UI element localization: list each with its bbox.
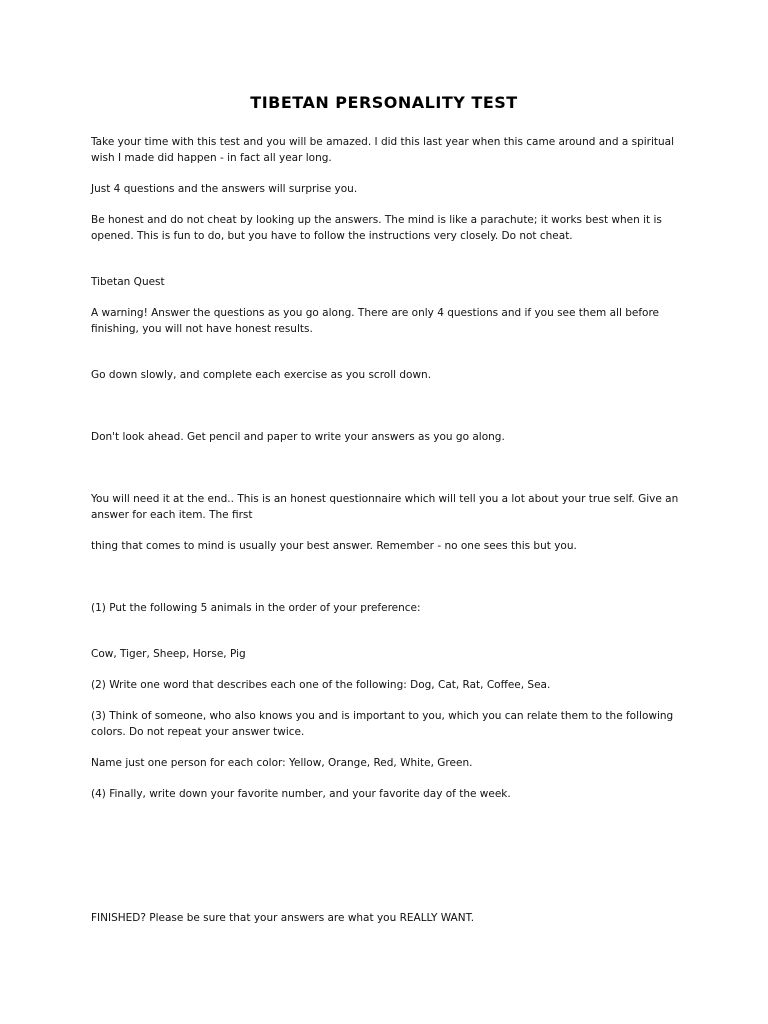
question-2: (2) Write one word that describes each one of the following: Dog, Cat, Rat, Coffee, Sea. (91, 679, 551, 691)
section-heading-tibetan-quest: Tibetan Quest (91, 276, 165, 288)
questions-count-paragraph: Just 4 questions and the answers will surprise you. (91, 183, 358, 195)
question-3: (3) Think of someone, who also knows you and is important to you, which you can relate them to the following colors. Do not repeat your answer twice. (91, 710, 674, 738)
question-1-animals: Cow, Tiger, Sheep, Horse, Pig (91, 648, 246, 660)
document-title: TIBETAN PERSONALITY TEST (250, 93, 518, 112)
first-answer-paragraph: thing that comes to mind is usually your best answer. Remember - no one sees this but you. (91, 540, 577, 552)
go-slowly-paragraph: Go down slowly, and complete each exercise as you scroll down. (91, 369, 432, 381)
finished-paragraph: FINISHED? Please be sure that your answers are what you REALLY WANT. (91, 912, 475, 924)
intro-paragraph: Take your time with this test and you will be amazed. I did this last year when this came around and a spiritual wish I made did happen - in fact all year long. (91, 136, 675, 164)
question-4: (4) Finally, write down your favorite number, and your favorite day of the week. (91, 788, 511, 800)
question-3-colors: Name just one person for each color: Yellow, Orange, Red, White, Green. (91, 757, 473, 769)
questionnaire-paragraph: You will need it at the end.. This is an honest questionnaire which will tell you a lot about your true self. Give an answer for each item. The first (91, 493, 679, 521)
warning-paragraph: A warning! Answer the questions as you go along. There are only 4 questions and if you see them all before finishing, you will not have honest results. (91, 307, 659, 335)
question-1: (1) Put the following 5 animals in the order of your preference: (91, 602, 421, 614)
pencil-paper-paragraph: Don't look ahead. Get pencil and paper to write your answers as you go along. (91, 431, 505, 443)
honesty-paragraph: Be honest and do not cheat by looking up the answers. The mind is like a parachute; it works best when it is opened. This is fun to do, but you have to follow the instructions very closely. Do not cheat. (91, 214, 662, 242)
